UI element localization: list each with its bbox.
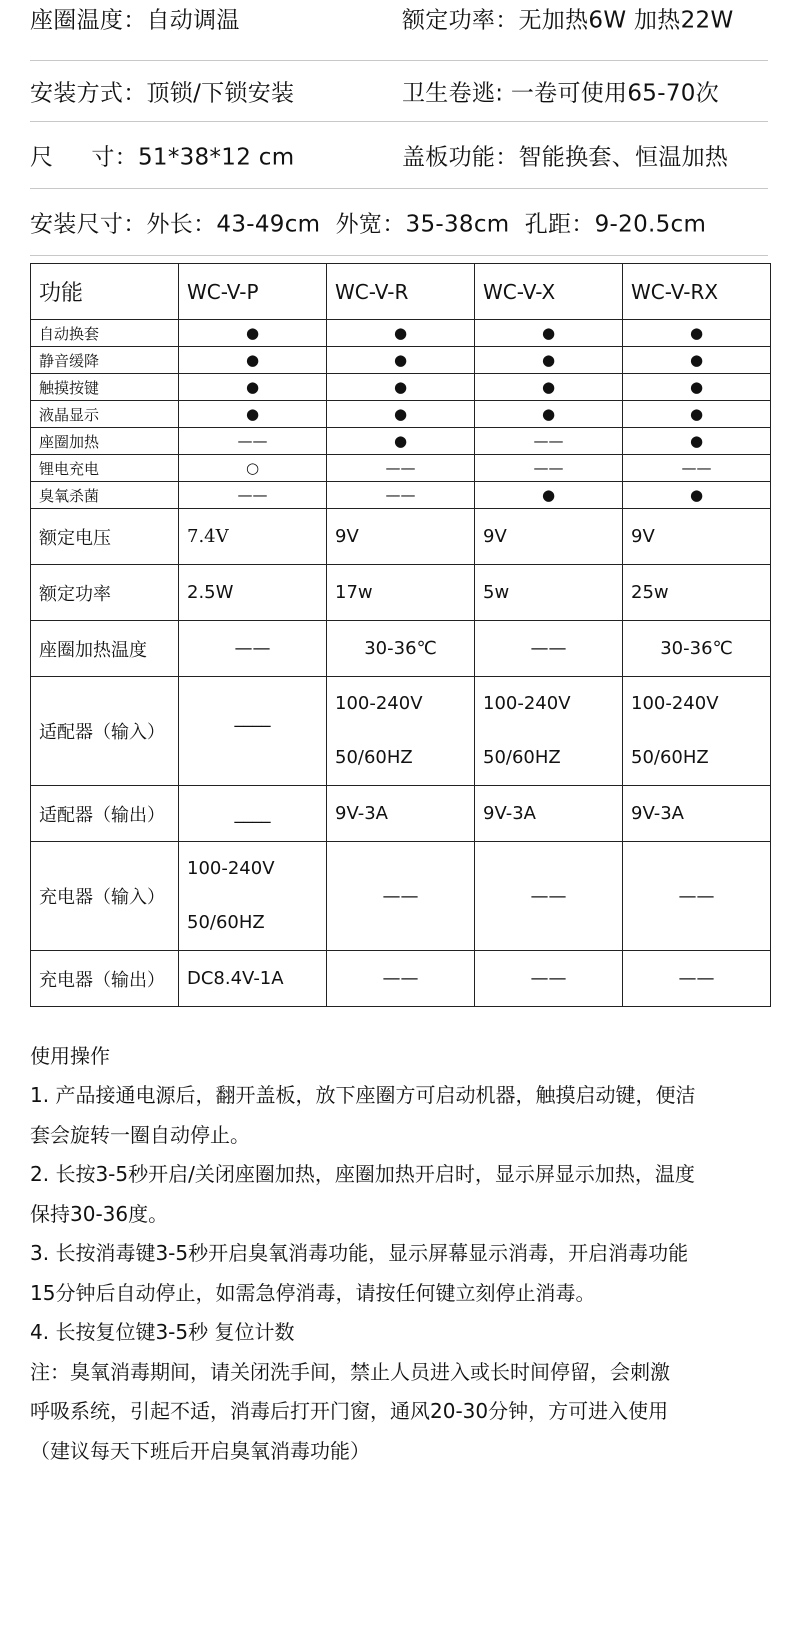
spec-label: 充电器（输入） bbox=[31, 842, 179, 951]
spec-value: 17w bbox=[327, 565, 475, 621]
spec-value: —— bbox=[327, 842, 475, 951]
feature-mark: —— bbox=[475, 428, 623, 455]
spec-value: 9V-3A bbox=[623, 786, 771, 842]
feature-mark: ● bbox=[327, 401, 475, 428]
spec-value: ____ bbox=[179, 786, 327, 842]
instruction-line: 2. 长按3-5秒开启/关闭座圈加热，座圈加热开启时，显示屏显示加热，温度 bbox=[30, 1162, 695, 1186]
table-row bbox=[31, 677, 771, 786]
feature-label: 臭氧杀菌 bbox=[31, 482, 179, 509]
feature-mark: ● bbox=[179, 401, 327, 428]
spec-value: —— bbox=[327, 951, 475, 1007]
spec-row bbox=[30, 122, 768, 189]
header-model-r: WC-V-R bbox=[327, 264, 475, 320]
table-row bbox=[31, 455, 771, 482]
feature-mark: ● bbox=[179, 347, 327, 374]
spec-row bbox=[30, 0, 768, 61]
header-feature: 功能 bbox=[31, 264, 179, 320]
spec-value bbox=[475, 677, 623, 786]
feature-label: 触摸按键 bbox=[31, 374, 179, 401]
instruction-line: 15分钟后自动停止，如需急停消毒，请按任何键立刻停止消毒。 bbox=[30, 1280, 596, 1305]
spec-install-size: 安装尺寸：外长：43-49cm 外宽：35-38cm 孔距：9-20.5cm bbox=[30, 211, 707, 238]
feature-mark: —— bbox=[475, 455, 623, 482]
spec-row bbox=[30, 61, 768, 122]
table-row bbox=[31, 401, 771, 428]
spec-value-line: 50/60HZ bbox=[483, 747, 561, 768]
spec-value: 2.5W bbox=[179, 565, 327, 621]
feature-mark: ● bbox=[623, 374, 771, 401]
spec-value-text: ____ bbox=[234, 706, 271, 728]
feature-label: 锂电充电 bbox=[31, 455, 179, 482]
spec-dimensions: 尺 寸：51*38*12 cm bbox=[30, 144, 295, 171]
feature-mark: —— bbox=[623, 455, 771, 482]
spec-value: 9V-3A bbox=[475, 786, 623, 842]
spec-value: 9V-3A bbox=[327, 786, 475, 842]
spec-label: 充电器（输出） bbox=[31, 951, 179, 1007]
header-model-rx: WC-V-RX bbox=[623, 264, 771, 320]
spec-value-line: 100-240V bbox=[631, 693, 719, 714]
feature-label: 自动换套 bbox=[31, 320, 179, 347]
spec-label: 额定电压 bbox=[31, 509, 179, 565]
feature-label: 液晶显示 bbox=[31, 401, 179, 428]
table-row bbox=[31, 374, 771, 401]
spec-toilet-roll: 卫生卷逃: 一卷可使用65-70次 bbox=[402, 80, 719, 107]
table-row bbox=[31, 621, 771, 677]
spec-value-line: 50/60HZ bbox=[187, 912, 265, 933]
spec-seat-temp: 座圈温度：自动调温 bbox=[30, 7, 240, 34]
spec-value: —— bbox=[475, 621, 623, 677]
spec-value-line: 100-240V bbox=[335, 693, 423, 714]
feature-mark: ● bbox=[475, 374, 623, 401]
spec-label: 适配器（输入） bbox=[31, 677, 179, 786]
feature-mark: ● bbox=[179, 320, 327, 347]
instruction-line: （建议每天下班后开启臭氧消毒功能） bbox=[30, 1438, 370, 1463]
feature-mark: ● bbox=[623, 347, 771, 374]
feature-table bbox=[30, 263, 771, 1007]
spec-value-line: 50/60HZ bbox=[631, 747, 709, 768]
spec-value-line: 100-240V bbox=[187, 858, 275, 879]
spec-list bbox=[30, 0, 768, 256]
feature-mark: ● bbox=[623, 428, 771, 455]
spec-value: 30-36℃ bbox=[623, 621, 771, 677]
instruction-line: 注：臭氧消毒期间，请关闭洗手间，禁止人员进入或长时间停留，会刺激 bbox=[30, 1359, 670, 1384]
spec-value: 9V bbox=[475, 509, 623, 565]
spec-value bbox=[179, 842, 327, 951]
spec-lid-function: 盖板功能：智能换套、恒温加热 bbox=[402, 144, 729, 171]
table-row bbox=[31, 842, 771, 951]
spec-value: 30-36℃ bbox=[327, 621, 475, 677]
header-model-x: WC-V-X bbox=[475, 264, 623, 320]
feature-mark: ● bbox=[475, 401, 623, 428]
feature-mark: ● bbox=[623, 401, 771, 428]
feature-mark: ● bbox=[475, 482, 623, 509]
instruction-line: 1. 产品接通电源后，翻开盖板，放下座圈方可启动机器，触摸启动键，便洁 bbox=[30, 1083, 696, 1107]
spec-value: —— bbox=[475, 951, 623, 1007]
table-row bbox=[31, 428, 771, 455]
spec-value: DC8.4V-1A bbox=[179, 951, 327, 1007]
spec-rated-power: 额定功率：无加热6W 加热22W bbox=[402, 7, 734, 34]
table-row bbox=[31, 320, 771, 347]
spec-value: 25w bbox=[623, 565, 771, 621]
feature-mark: ● bbox=[327, 374, 475, 401]
spec-value bbox=[179, 677, 327, 786]
feature-mark: ● bbox=[623, 482, 771, 509]
spec-value: —— bbox=[623, 842, 771, 951]
spec-install-method: 安装方式：顶锁/下锁安装 bbox=[30, 80, 295, 107]
feature-mark: ● bbox=[475, 347, 623, 374]
table-row bbox=[31, 786, 771, 842]
feature-mark: ● bbox=[327, 428, 475, 455]
table-row bbox=[31, 482, 771, 509]
table-row bbox=[31, 509, 771, 565]
spec-label: 额定功率 bbox=[31, 565, 179, 621]
feature-mark: —— bbox=[327, 455, 475, 482]
instruction-line: 4. 长按复位键3-5秒 复位计数 bbox=[30, 1320, 295, 1344]
table-header-row bbox=[31, 264, 771, 320]
instruction-line: 呼吸系统，引起不适，消毒后打开门窗，通风20-30分钟，方可进入使用 bbox=[30, 1399, 669, 1423]
spec-value-line: 50/60HZ bbox=[335, 747, 413, 768]
feature-mark: ● bbox=[179, 374, 327, 401]
spec-row bbox=[30, 189, 768, 256]
instruction-line: 保持30-36度。 bbox=[30, 1201, 169, 1226]
feature-label: 静音缓降 bbox=[31, 347, 179, 374]
spec-value bbox=[327, 677, 475, 786]
spec-label: 适配器（输出） bbox=[31, 786, 179, 842]
instruction-line: 3. 长按消毒键3-5秒开启臭氧消毒功能，显示屏幕显示消毒，开启消毒功能 bbox=[30, 1241, 689, 1265]
table-row bbox=[31, 565, 771, 621]
spec-value: 7.4V bbox=[179, 509, 327, 565]
feature-mark: ● bbox=[327, 347, 475, 374]
instruction-line: 套会旋转一圈自动停止。 bbox=[30, 1122, 250, 1147]
table-row bbox=[31, 347, 771, 374]
spec-value: 5w bbox=[475, 565, 623, 621]
feature-mark: —— bbox=[179, 482, 327, 509]
instructions-section bbox=[30, 1036, 780, 1471]
feature-mark: ● bbox=[623, 320, 771, 347]
spec-value: —— bbox=[179, 621, 327, 677]
spec-value-line: 100-240V bbox=[483, 693, 571, 714]
spec-value: —— bbox=[623, 951, 771, 1007]
spec-value: 9V bbox=[623, 509, 771, 565]
feature-mark: ○ bbox=[179, 455, 327, 482]
feature-mark: ● bbox=[475, 320, 623, 347]
table-row bbox=[31, 951, 771, 1007]
spec-value: —— bbox=[475, 842, 623, 951]
header-model-p: WC-V-P bbox=[179, 264, 327, 320]
spec-value: 9V bbox=[327, 509, 475, 565]
feature-mark: —— bbox=[327, 482, 475, 509]
feature-mark: ● bbox=[327, 320, 475, 347]
spec-value bbox=[623, 677, 771, 786]
spec-label: 座圈加热温度 bbox=[31, 621, 179, 677]
feature-mark: —— bbox=[179, 428, 327, 455]
feature-label: 座圈加热 bbox=[31, 428, 179, 455]
instructions-title: 使用操作 bbox=[30, 1044, 110, 1068]
